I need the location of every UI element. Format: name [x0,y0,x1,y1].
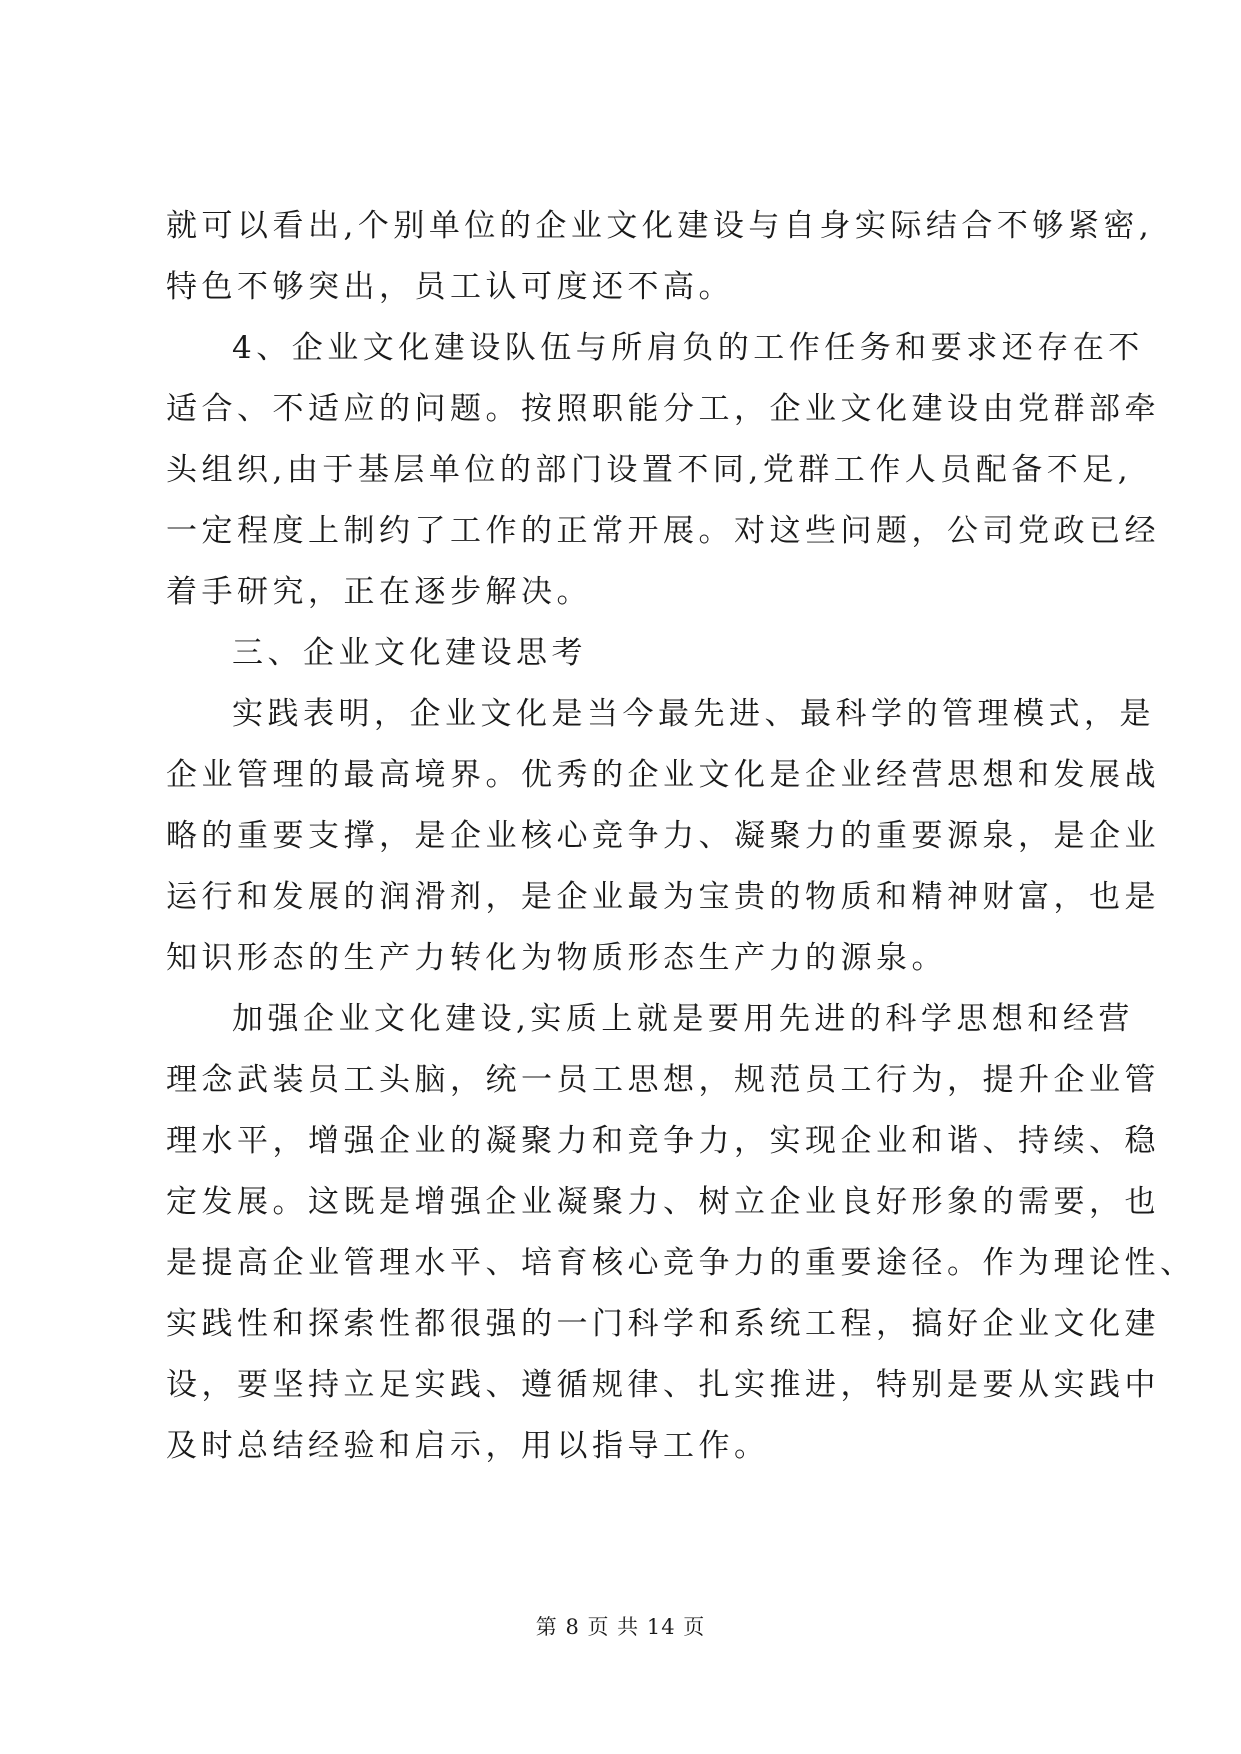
section-heading [166,623,1078,684]
paragraph-item-4 [166,318,1160,623]
text-line: 知识形态的生产力转化为物质形态生产力的源泉。 [166,940,947,976]
paragraph-practice [166,684,1160,989]
text-line: 头组织,由于基层单位的部门设置不同,党群工作人员配备不足, [166,452,1133,488]
text-line: 三、企业文化建设思考 [232,635,587,671]
text-line: 理水平，增强企业的凝聚力和竞争力，实现企业和谐、持续、稳 [166,1123,1160,1159]
document-body [166,196,1196,1477]
text-line: 一定程度上制约了工作的正常开展。对这些问题，公司党政已经 [166,513,1160,549]
text-line: 是提高企业管理水平、培育核心竞争力的重要途径。作为理论性、 [166,1245,1196,1281]
text-line: 实践表明，企业文化是当今最先进、最科学的管理模式，是 [232,696,1155,732]
text-line: 4、企业文化建设队伍与所肩负的工作任务和要求还存在不 [232,330,1144,366]
text-line: 适合、不适应的问题。按照职能分工，企业文化建设由党群部牵 [166,391,1160,427]
paragraph-strengthen [166,989,1196,1477]
text-line: 特色不够突出，员工认可度还不高。 [166,269,734,305]
text-line: 运行和发展的润滑剂，是企业最为宝贵的物质和精神财富，也是 [166,879,1160,915]
text-line: 定发展。这既是增强企业凝聚力、树立企业良好形象的需要，也 [166,1184,1160,1220]
text-line: 设，要坚持立足实践、遵循规律、扎实推进，特别是要从实践中 [166,1367,1160,1403]
text-line: 及时总结经验和启示，用以指导工作。 [166,1428,770,1464]
paragraph-continuation [166,196,1154,318]
text-line: 实践性和探索性都很强的一门科学和系统工程，搞好企业文化建 [166,1306,1160,1342]
text-line: 理念武装员工头脑，统一员工思想，规范员工行为，提升企业管 [166,1062,1160,1098]
text-line: 着手研究，正在逐步解决。 [166,574,592,610]
page-footer [0,1611,1241,1641]
text-line: 企业管理的最高境界。优秀的企业文化是企业经营思想和发展战 [166,757,1160,793]
page-number-label: 第 8 页 共 14 页 [535,1615,706,1639]
text-line: 加强企业文化建设,实质上就是要用先进的科学思想和经营 [232,1001,1134,1037]
text-line: 就可以看出,个别单位的企业文化建设与自身实际结合不够紧密, [166,208,1154,244]
text-line: 略的重要支撑，是企业核心竞争力、凝聚力的重要源泉，是企业 [166,818,1160,854]
